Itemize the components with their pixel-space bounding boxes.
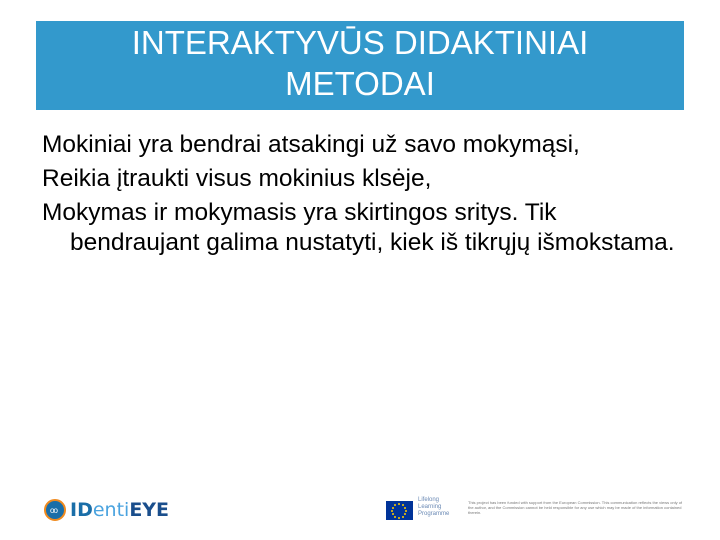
- slide-title: [80, 22, 640, 104]
- paragraph-communication: Mokymas ir mokymasis yra skirtingos sritys. Tik bendraujant galima nustatyti, kiek iš tikrųjų išmokstama.: [42, 199, 675, 256]
- logo-wordmark: [70, 499, 169, 521]
- llp-line-1: Lifelong: [418, 497, 440, 503]
- paragraph-involvement: Reikia įtraukti visus mokinius klsėje,: [42, 165, 432, 192]
- identi-eye-logo-icon: oo: [44, 499, 66, 521]
- slide-title-line-1: INTERAKTYVŪS DIDAKTINIAI: [131, 23, 589, 61]
- funding-disclaimer: This project has been funded with support from the European Commission. This communication reflects the views only of the author, and the Commission cannot be held responsible for any use which may be made of the information contained therein.: [468, 500, 683, 515]
- slide-body: [42, 130, 678, 262]
- slide-title-line-2: METODAI: [285, 64, 435, 102]
- title-banner: [36, 21, 684, 110]
- identi-eye-logo: [44, 494, 169, 526]
- lifelong-learning-programme-label: [418, 497, 449, 518]
- logo-denti-text: enti: [92, 499, 130, 521]
- logo-eye-text: EYE: [129, 499, 170, 521]
- llp-line-3: Programme: [418, 511, 450, 517]
- llp-line-2: Learning: [418, 504, 442, 510]
- paragraph-responsibility: Mokiniai yra bendrai atsakingi už savo mokymąsi,: [42, 131, 580, 158]
- eu-flag-icon: [386, 501, 413, 520]
- logo-id-text: ID: [70, 499, 93, 521]
